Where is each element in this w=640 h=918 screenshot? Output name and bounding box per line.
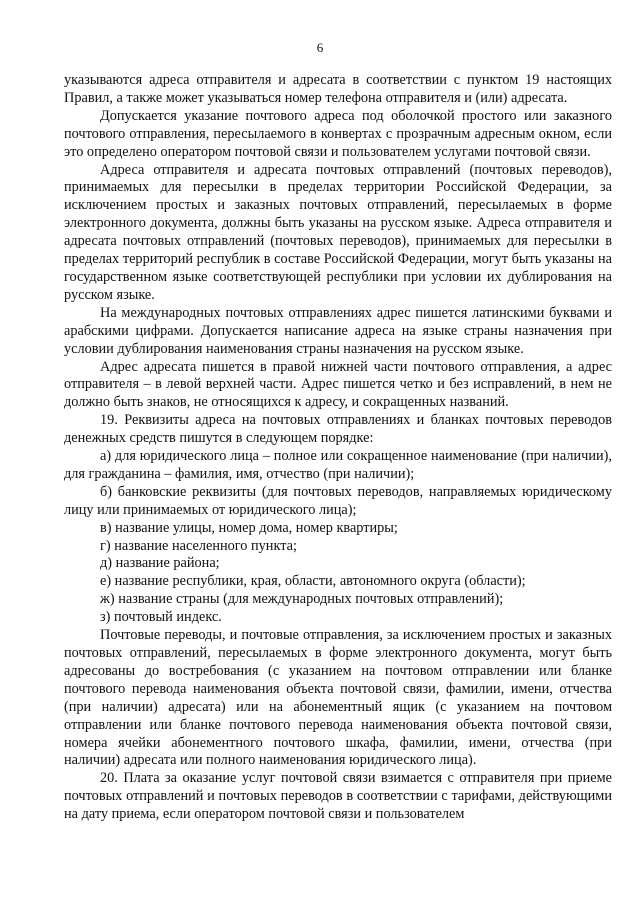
list-item-a: а) для юридического лица – полное или сокращенное наименование (при наличии), для гражданина – фамилия, имя, отчество (при наличии);: [64, 448, 612, 482]
list-item-e: е) название республики, края, области, автономного округа (области);: [100, 573, 526, 590]
paragraph-international: На международных почтовых отправлениях адрес пишется латинскими буквами и арабскими цифрами. Допускается написание адреса на языке страны назначения при условии дублирования наименования страны назначения на русском языке.: [64, 304, 612, 357]
paragraph-continuation: указываются адреса отправителя и адресата в соответствии с пунктом 19 настоящих Правил, а также может указываться номер телефона отправителя и (или) адресата.: [64, 72, 612, 106]
list-item-v: в) название улицы, номер дома, номер квартиры;: [100, 519, 398, 536]
paragraph-poste-restante: Почтовые переводы, и почтовые отправления, за исключением простых и заказных почтовых отправлений, пересылаемых в форме электронного документа, могут быть адресованы до востребования (с указанием на почтовом отправлении или бланке почтового перевода наименования объекта почтовой связи, фамилии, имени, отчества (при наличии) адресата) или на абонементный ящик (с указанием на почтовом отправлении или бланке почтового перевода наименования объекта почтовой связи, номера ячейки абонементного почтового шкафа, фамилии, имени, отчества (при наличии) адресата или полного наименования юридического лица).: [64, 627, 612, 769]
paragraph-language-requirements: Адреса отправителя и адресата почтовых отправлений (почтовых переводов), принимаемых для пересылки в пределах территории Российской Федерации, за исключением простых и заказных почтовых отправлений, пересылаемых в форме электронного документа, должны быть указаны на русском языке. Адреса отправителя и адресата почтовых отправлений (почтовых переводов), принимаемых для пересылки в пределах территорий республик в составе Российской Федерации, могут быть указаны на государственном языке соответствующей республики при условии их дублирования на русском языке.: [64, 161, 612, 303]
page-number: 6: [316, 40, 324, 55]
list-item-d: д) название района;: [100, 555, 220, 572]
list-item-zh: ж) название страны (для международных почтовых отправлений);: [100, 591, 504, 608]
paragraph-envelope-window: Допускается указание почтового адреса под оболочкой простого или заказного почтового отправления, пересылаемого в конвертах с прозрачным адресным окном, если это определено оператором почтовой связи и пользователем услугами почтовой связи.: [64, 107, 612, 160]
document-body: [64, 72, 612, 824]
list-item-b: б) банковские реквизиты (для почтовых переводов, направляемых юридическому лицу или принимаемых от юридического лица);: [64, 483, 612, 518]
list-item-z: з) почтовый индекс.: [100, 609, 222, 626]
paragraph-clause-20: 20. Плата за оказание услуг почтовой связи взимается с отправителя при приеме почтовых отправлений и почтовых переводов в соответствии с тарифами, действующими на дату приема, если оператором почтовой связи и пользователем: [64, 770, 612, 823]
paragraph-address-placement: Адрес адресата пишется в правой нижней части почтового отправления, а адрес отправителя – в левой верхней части. Адрес пишется четко и без исправлений, в нем не должно быть знаков, не относящихся к адресу, и сокращенных названий.: [64, 358, 612, 411]
paragraph-clause-19: 19. Реквизиты адреса на почтовых отправлениях и бланках почтовых переводов денежных средств пишутся в следующем порядке:: [64, 412, 612, 447]
list-item-g: г) название населенного пункта;: [100, 537, 297, 554]
